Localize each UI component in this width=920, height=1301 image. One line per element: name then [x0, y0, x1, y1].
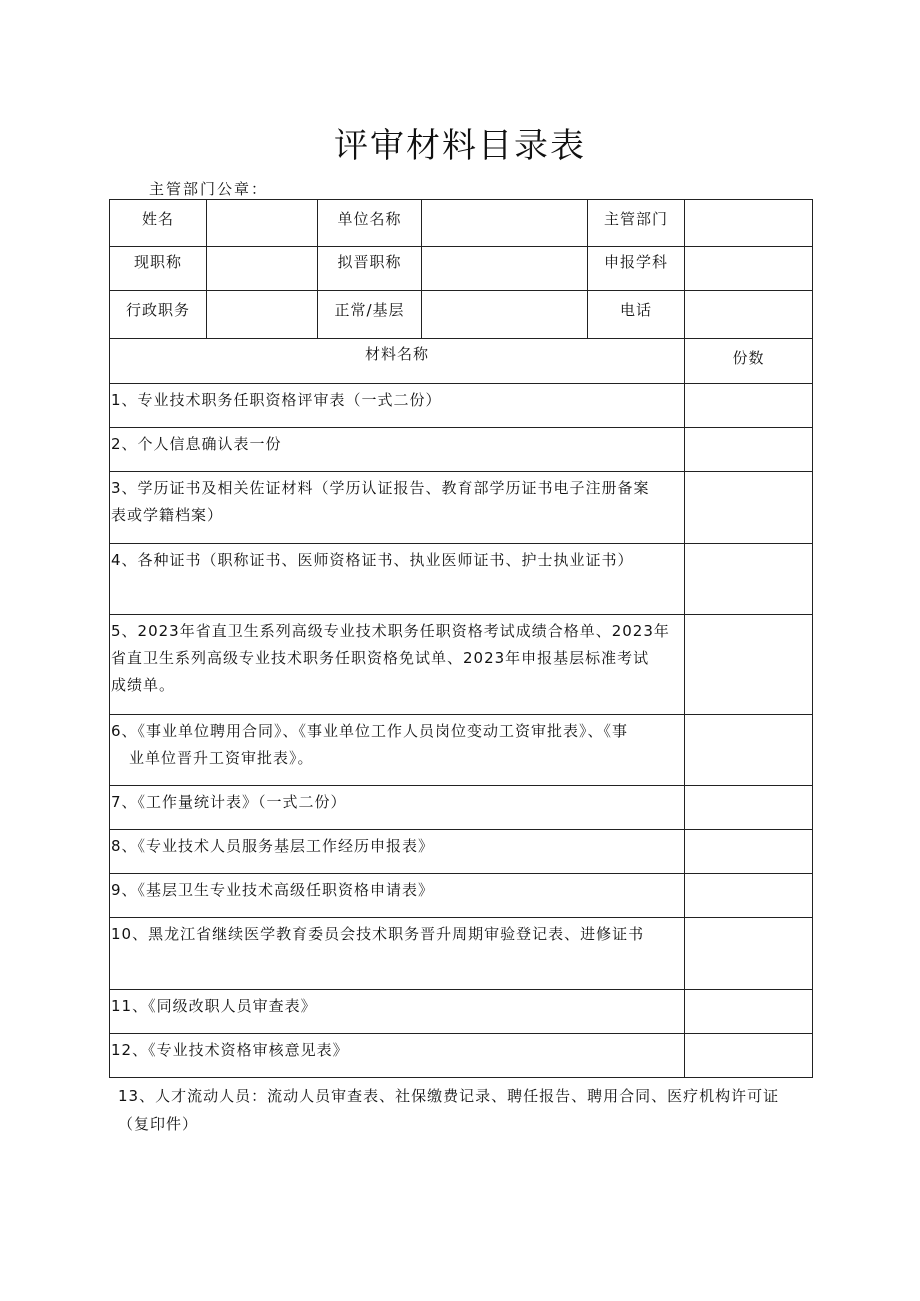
- material-item-text: 4、各种证书（职称证书、医师资格证书、执业医师证书、护士执业证书）: [111, 551, 634, 569]
- material-item-text: 10、黑龙江省继续医学教育委员会技术职务晋升周期审验登记表、进修证书: [111, 925, 645, 943]
- phone-label: 电话: [588, 291, 685, 339]
- material-item-text: 3、学历证书及相关佐证材料（学历认证报告、教育部学历证书电子注册备案: [111, 479, 650, 497]
- material-item-text: 5、2023年省直卫生系列高级专业技术职务任职资格考试成绩合格单、2023年: [111, 622, 670, 640]
- copies-field[interactable]: [685, 830, 813, 874]
- material-item-text: 1、专业技术职务任职资格评审表（一式二份）: [111, 391, 442, 409]
- seal-label: 主管部门公章：: [149, 180, 269, 198]
- table-row: [110, 990, 813, 1034]
- material-item-10: [110, 918, 685, 990]
- dept-field[interactable]: [685, 200, 813, 247]
- materials-header: 材料名称: [110, 339, 685, 384]
- copies-field[interactable]: [685, 1034, 813, 1078]
- material-item-text: 成绩单。: [111, 676, 176, 694]
- material-item-7: [110, 786, 685, 830]
- copies-field[interactable]: [685, 384, 813, 428]
- admin-post-field[interactable]: [207, 291, 318, 339]
- copies-field[interactable]: [685, 615, 813, 715]
- copies-field[interactable]: [685, 786, 813, 830]
- copies-field[interactable]: [685, 990, 813, 1034]
- table-row: [110, 874, 813, 918]
- material-item-8: [110, 830, 685, 874]
- admin-post-label: 行政职务: [110, 291, 207, 339]
- table-row: [110, 428, 813, 472]
- current-title-label: 现职称: [110, 247, 207, 291]
- copies-field[interactable]: [685, 715, 813, 786]
- material-item-text: 8、《专业技术人员服务基层工作经历申报表》: [111, 837, 435, 855]
- table-row: [110, 544, 813, 615]
- table-row: [110, 715, 813, 786]
- material-item-2: [110, 428, 685, 472]
- target-title-label: 拟晋职称: [318, 247, 422, 291]
- material-item-text: 表或学籍档案）: [111, 506, 224, 524]
- table-row: [110, 918, 813, 990]
- material-item-text: 6、《事业单位聘用合同》、《事业单位工作人员岗位变动工资审批表》、《事: [111, 722, 629, 740]
- material-item-text: 省直卫生系列高级专业技术职务任职资格免试单、2023年申报基层标准考试: [111, 649, 650, 667]
- info-row-1: [110, 200, 813, 247]
- copies-field[interactable]: [685, 874, 813, 918]
- subject-label: 申报学科: [588, 247, 685, 291]
- material-item-4: [110, 544, 685, 615]
- material-item-text: 11、《同级改职人员审查表》: [111, 997, 317, 1015]
- level-field[interactable]: [422, 291, 588, 339]
- material-item-9: [110, 874, 685, 918]
- table-row: [110, 384, 813, 428]
- dept-label: 主管部门: [588, 200, 685, 247]
- material-item-text: 2、个人信息确认表一份: [111, 435, 282, 453]
- name-label: 姓名: [110, 200, 207, 247]
- phone-field[interactable]: [685, 291, 813, 339]
- name-field[interactable]: [207, 200, 318, 247]
- unit-field[interactable]: [422, 200, 588, 247]
- copies-header: 份数: [685, 339, 813, 384]
- footer-note: 13、人才流动人员：流动人员审查表、社保缴费记录、聘任报告、聘用合同、医疗机构许可证（复印件）: [118, 1087, 780, 1133]
- target-title-field[interactable]: [422, 247, 588, 291]
- current-title-field[interactable]: [207, 247, 318, 291]
- material-item-3: [110, 472, 685, 544]
- material-item-6: [110, 715, 685, 786]
- materials-form-table: [109, 199, 813, 1078]
- copies-field[interactable]: [685, 918, 813, 990]
- info-row-2: [110, 247, 813, 291]
- table-row: [110, 615, 813, 715]
- unit-label: 单位名称: [318, 200, 422, 247]
- materials-header-row: [110, 339, 813, 384]
- info-row-3: [110, 291, 813, 339]
- table-row: [110, 1034, 813, 1078]
- material-item-12: [110, 1034, 685, 1078]
- material-item-text: 7、《工作量统计表》（一式二份）: [111, 793, 347, 811]
- material-item-text: 12、《专业技术资格审核意见表》: [111, 1041, 349, 1059]
- copies-field[interactable]: [685, 544, 813, 615]
- level-label: 正常/基层: [318, 291, 422, 339]
- copies-field[interactable]: [685, 472, 813, 544]
- table-row: [110, 830, 813, 874]
- copies-field[interactable]: [685, 428, 813, 472]
- material-item-11: [110, 990, 685, 1034]
- subject-field[interactable]: [685, 247, 813, 291]
- material-item-text: 业单位晋升工资审批表》。: [129, 749, 314, 767]
- table-row: [110, 786, 813, 830]
- material-item-5: [110, 615, 685, 715]
- table-row: [110, 472, 813, 544]
- material-item-1: [110, 384, 685, 428]
- material-item-text: 9、《基层卫生专业技术高级任职资格申请表》: [111, 881, 435, 899]
- page-title: 评审材料目录表: [334, 126, 586, 166]
